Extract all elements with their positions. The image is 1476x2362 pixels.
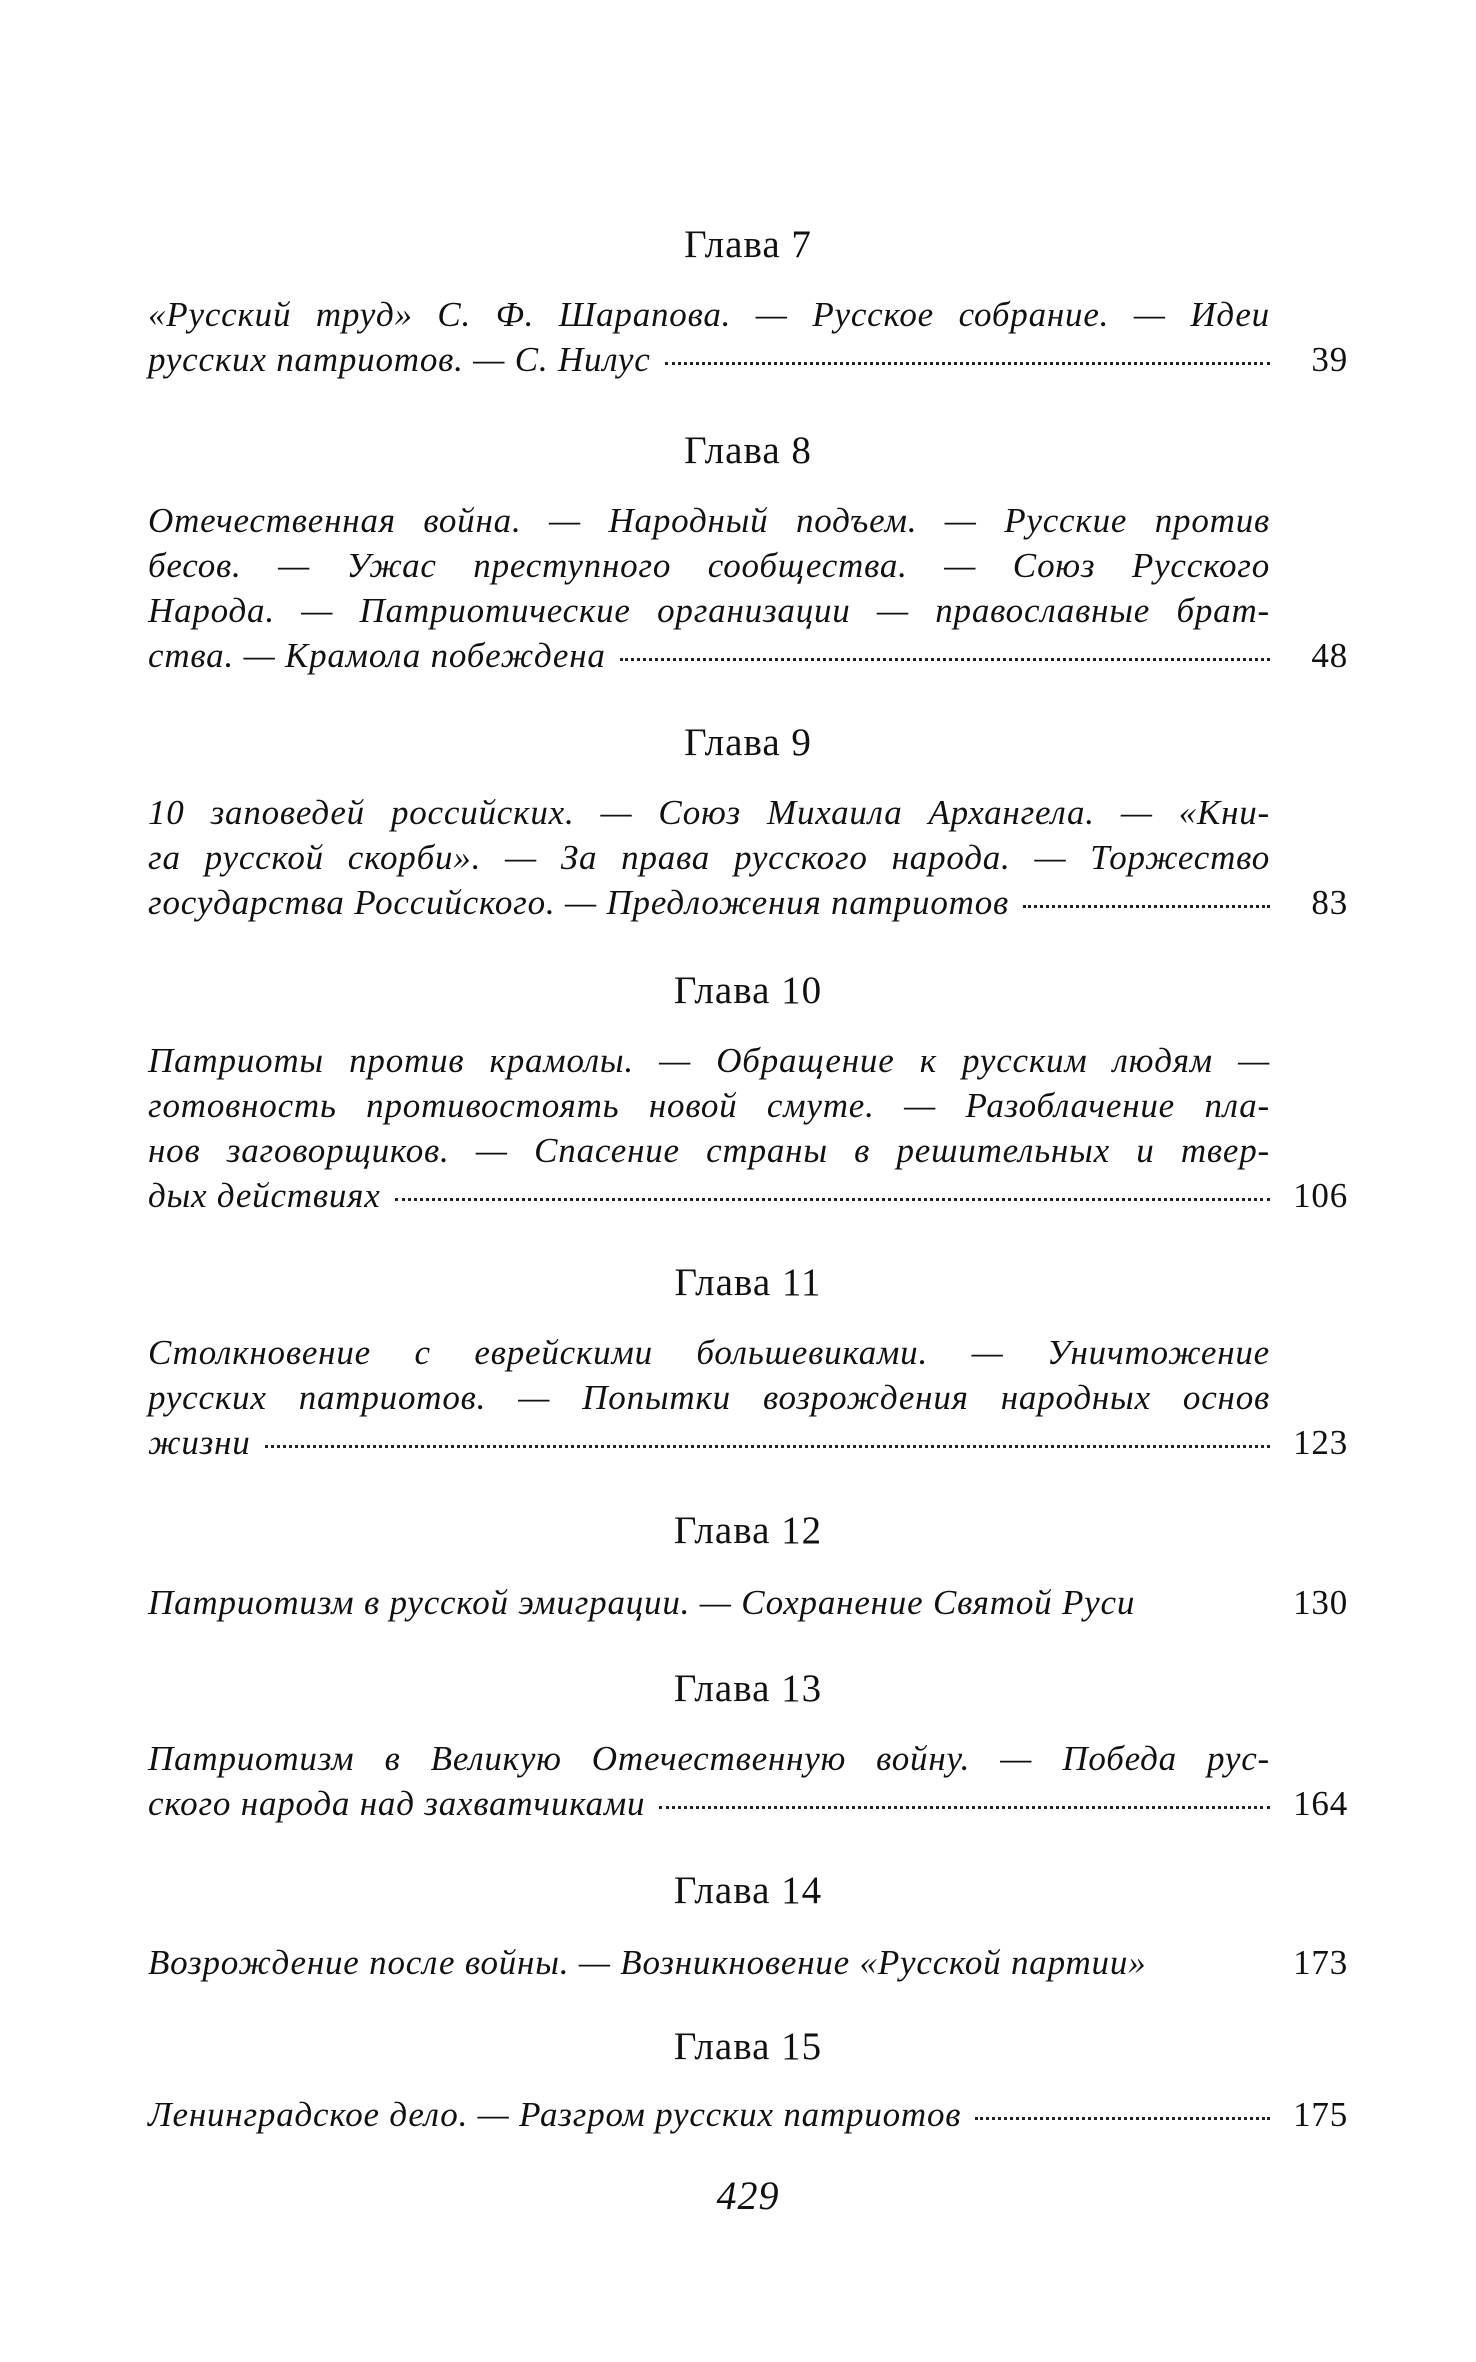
toc-entry — [148, 1736, 1348, 1826]
entry-line: Ленинградское дело. — Разгром русских патриотов — [148, 2095, 962, 2134]
dot-leader — [665, 362, 1270, 365]
entry-last-line — [148, 1420, 1348, 1465]
entry-line: дых действиях — [148, 1176, 381, 1215]
entry-last-line — [148, 1781, 1348, 1826]
chapter-heading: Глава 15 — [673, 2025, 823, 2068]
page-number: 83 — [1311, 883, 1348, 922]
entry-line: Народа. — Патриотические организации — православные брат- — [148, 591, 1270, 630]
entry-line: русских патриотов. — С. Нилус — [148, 340, 651, 379]
page-number: 130 — [1293, 1583, 1348, 1622]
entry-line: «Русский труд» С. Ф. Шарапова. — Русское собрание. — Идеи — [148, 295, 1270, 334]
page-number: 48 — [1311, 636, 1348, 675]
toc-entry — [148, 1038, 1348, 1218]
page-folio: 429 — [716, 2173, 780, 2218]
dot-leader — [395, 1198, 1270, 1201]
entry-line: Возрождение после войны. — Возникновение «Русской партии» — [148, 1943, 1147, 1982]
entry-line: Столкновение с еврейскими большевиками. — Уничтожение — [148, 1333, 1270, 1372]
entry-line: га русской скорби». — За права русского народа. — Торжество — [148, 838, 1270, 877]
toc-entry — [148, 2092, 1348, 2137]
entry-line: жизни — [148, 1423, 251, 1462]
chapter-heading: Глава 8 — [684, 429, 812, 472]
dot-leader — [620, 658, 1270, 661]
entry-last-line — [148, 337, 1348, 382]
dot-leader — [659, 1806, 1270, 1809]
entry-line: Патриоты против крамолы. — Обращение к русским людям — — [148, 1041, 1270, 1080]
entry-last-line — [148, 1580, 1348, 1625]
dot-leader — [1023, 905, 1270, 908]
toc-entry — [148, 292, 1348, 382]
entry-line: Отечественная война. — Народный подъем. — Русские против — [148, 501, 1270, 540]
chapter-heading: Глава 10 — [673, 969, 823, 1012]
page-number: 106 — [1293, 1176, 1348, 1215]
entry-line: ского народа над захватчиками — [148, 1784, 646, 1823]
entry-last-line — [148, 1940, 1348, 1985]
page-number: 173 — [1293, 1943, 1348, 1982]
toc-entry — [148, 498, 1348, 678]
toc-entry — [148, 1330, 1348, 1465]
entry-line: ства. — Крамола побеждена — [148, 636, 606, 675]
entry-line: государства Российского. — Предложения патриотов — [148, 883, 1010, 922]
chapter-heading: Глава 14 — [673, 1869, 823, 1912]
entry-last-line — [148, 880, 1348, 925]
entry-line: Патриотизм в Великую Отечественную войну. — Победа рус- — [148, 1739, 1270, 1778]
entry-line: готовность противостоять новой смуте. — Разоблачение пла- — [148, 1086, 1270, 1125]
page-number: 164 — [1293, 1784, 1348, 1823]
chapter-heading: Глава 13 — [673, 1667, 823, 1710]
entry-last-line — [148, 633, 1348, 678]
entry-line: 10 заповедей российских. — Союз Михаила Архангела. — «Кни- — [148, 793, 1270, 832]
entry-last-line — [148, 2092, 1348, 2137]
entry-line: нов заговорщиков. — Спасение страны в решительных и твер- — [148, 1131, 1270, 1170]
page-number: 39 — [1311, 340, 1348, 379]
chapter-heading: Глава 9 — [684, 721, 812, 764]
entry-line: Патриотизм в русской эмиграции. — Сохранение Святой Руси — [148, 1583, 1136, 1622]
page-number: 175 — [1293, 2095, 1348, 2134]
entry-line: бесов. — Ужас преступного сообщества. — Союз Русского — [148, 546, 1270, 585]
toc-entry — [148, 790, 1348, 925]
toc-entry — [148, 1580, 1348, 1625]
page-number: 123 — [1293, 1423, 1348, 1462]
entry-last-line — [148, 1173, 1348, 1218]
entry-line: русских патриотов. — Попытки возрождения народных основ — [148, 1378, 1270, 1417]
dot-leader — [975, 2117, 1270, 2120]
chapter-heading: Глава 11 — [674, 1261, 822, 1304]
toc-entry — [148, 1940, 1348, 1985]
dot-leader — [265, 1445, 1270, 1448]
chapter-heading: Глава 12 — [673, 1509, 823, 1552]
chapter-heading: Глава 7 — [684, 223, 812, 266]
